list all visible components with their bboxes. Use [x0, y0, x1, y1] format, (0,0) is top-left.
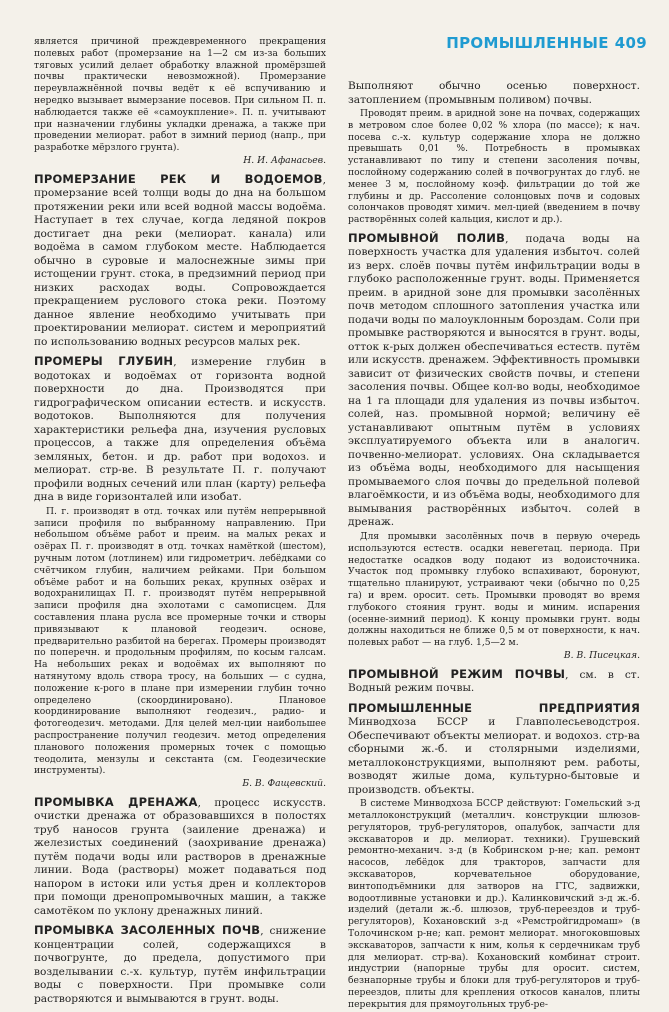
entry-text: , промерзание всей толщи воды до дна на большом протяжении реки или всей водной массы водоёма. Наступает в тех случае, когда ледяной покров достигает дна реки (мелиорат. канала) или водоёма в самом глубоком месте. Наблюдается обычно в суровые и малоснежные зимы при истощении грунт. стока, в предзимний период при низких расходах воды. Сопровождается прекращением руслового стока реки. Поэтому данное явление необходимо учитывать при проектировании мелиорат. систем и мероприятий по использованию водных ресурсов малых рек.	[34, 173, 326, 348]
author-signature: Б. В. Фащевский.	[242, 778, 326, 790]
entry-text: , см. в ст. Водный режим почвы.	[348, 668, 640, 695]
entry-heading: ПРОМЫВКА ДРЕНАЖА	[34, 794, 198, 809]
running-head-title: ПРОМЫШЛЕННЫЕ	[446, 34, 609, 52]
entry-heading: ПРОМЫВНОЙ ПОЛИВ	[348, 230, 506, 245]
left-column	[34, 36, 326, 1007]
entry-heading: ПРОМЕРЫ ГЛУБИН	[34, 354, 174, 369]
entry-smalltext: В системе Минводхоза БССР действуют: Гомельский з-д металлоконструкций (металлич. конструкции шлюзов-регуляторов, труб-регуляторов, опалубок, запчасти для экскаваторов и др. мелиорат. техники). Грушевский ремонтно-механич. з-д (в Кобринском р-не; кап. ремонт насосов, лебёдок для тракторов, запчасти для экскаваторов, корчевательное оборудование, винтоподъёмники для затворов на ГТС, задвижки, водоотливные установки и др.). Калинковичский з-д ж.-б. изделий (детали ж.-б. шлюзов, труб-переездов и труб-регуляторов), Кохановский з-д «Ремстройгидромаш» (в Толочинском р-не; кап. ремонт мелиорат. многоковшовых экскаваторов, запчасти к ним, колья к сердечникам труб для мелиорат. стр-ва). Кохановский комбинат строит. индустрии (напорные трубы для оросит. систем, безнапорные трубы и блоки для труб-регуляторов и труб-переездов, плиты для крепления откосов каналов, плиты перекрытия для прямоугольных труб-ре-	[348, 798, 640, 1010]
entry-heading: ПРОМЕРЗАНИЕ РЕК И ВОДОЕМОВ	[34, 171, 323, 186]
entry-text: , снижение концентрации солей, содержащихся в почвогрунте, до предела, допустимого при возделывании с.-х. культур, путём инфильтрации воды с поверхности. При промывке соли растворяются и вымываются в грунт. воды.	[34, 925, 326, 1005]
entry-smalltext: Проводят преим. в аридной зоне на почвах, содержащих в метровом слое более 0,02 % хлора (по массе); к нач. посева с.-х. культур содержание хлора не должно превышать 0,01 %. Потребность в промывках устанавливают по типу и степени засоления почвы, послойному содержанию солей в почвогрунтах до глуб. не менее 3 м, послойному коэф. фильтрации до той же глубины и др. Рассоление солонцовых почв и содовых солончаков проводят химич. мел-цией (введением в почву растворённых солей кальция, кислот и др.).	[348, 108, 640, 226]
entry-text: , подача воды на поверхность участка для удаления избыточ. солей из верх. слоёв почвы путём инфильтрации воды в глубоко расположенные грунт. воды. Применяется преим. в аридной зоне для промывки засолённых почв методом сплошного затопления участка или подачи воды по малоуклонным бороздам. Соли при промывке растворяются и выносятся в грунт. воды, отток к-рых должен обеспечиваться естеств. путём или искусств. дренажем. Эффективность промывки зависит от физических свойств почвы, и степени засоления почвы. Общее кол-во воды, необходимое на 1 га площади для удаления из почвы избыточ. солей, наз. промывной нормой; величину её устанавливают опытным путём в условиях эксплуатируемого объекта или в аналогич. почвенно-мелиорат. условиях. Она складывается из объёма воды, необходимого для насыщения промываемого слоя почвы до предельной полевой влагоёмкости, и из объёма воды, необходимого для вымывания растворённых избыточ. солей в дренаж.	[348, 232, 640, 529]
entry-text: , процесс искусств. очистки дренажа от образовавшихся в полостях труб наносов грунта (заиление дренажа) и железистых соединений (заохривание дренажа) путём подачи воды или растворов в дренажные линии. Вода (растворы) может подаваться под напором в истоки или устья дрен и коллекторов при помощи дренопромывочных машин, а также самотёком по уклону дренажных линий.	[34, 796, 326, 917]
entry-text: , измерение глубин в водотоках и водоёмах от горизонта водной поверхности до дна. Производятся при гидрографическом описании естеств. и искусств. водотоков. Выполняются для получения характеристики рельефа дна, изучения русловых процессов, а также для определения объёма земляных, бетон. и др. работ при водохоз. и мелиорат. стр-ве. В результате П. г. получают профили водных сечений или план (карту) рельефа дна в виде горизонталей или изобат.	[34, 356, 326, 504]
entry-smalltext: П. г. производят в отд. точках или путём непрерывной записи профиля по выбранному направлению. При небольшом объёме работ и преим. на малых реках и озёрах П. г. производят в отд. точках намёткой (шестом), ручным лотом (лотлинем) или гидрометрич. лебёдками со счётчиком глубин, наличием рейками. При большом объёме работ и на больших реках, крупных озёрах и водохранилищах П. г. производят путём непрерывной записи профиля дна эхолотами с самописцем. Для составления плана русла все промерные точки и створы привязывают к плановой геодезич. основе, предварительно разбитой на берегах. Промеры производят по поперечн. и продольным профилям, по косым галсам. На небольших реках и водоёмах их выполняют по натянутому вдоль створа тросу, на больших — с судна, положение к-рого в плане при измерении глубин точно определено (скоординировано). Плановое координирование выполняют геодезич., радио- и фотогеодезич. методами. Для целей мел-ции наибольшее распространение получил геодезич. метод определения планового положения промерных точек с помощью теодолита, мензулы и секстанта (см. Геодезические инструменты).	[34, 505, 326, 777]
entry-heading: ПРОМЫВКА ЗАСОЛЕННЫХ ПОЧВ	[34, 923, 261, 938]
entry-promyvnoy-rezhim	[348, 668, 640, 696]
entry-smalltext: Для промывки засолённых почв в первую очередь используются естеств. осадки невегетац. периода. При недостатке осадков воду подают из водоисточника. Участок под промывку глубоко вспахивают, боронуют, тщательно планируют, устраивают чеки (обычно по 0,25 га) и врем. оросит. сеть. Промывки проводят во время глубокого стояния грунт. воды и миним. испарения (осенне-зимний период). К концу промывки грунт. воды должны находиться не ближе 0,5 м от поверхности, к нач. полевых работ — на глуб. 1,5—2 м.	[348, 530, 640, 649]
entry-promyvnoy-poliv	[348, 232, 640, 662]
entry-promyshlennye-predpriyatiya	[348, 702, 640, 1011]
entry-heading: ПРОМЫШЛЕННЫЕ ПРЕДПРИЯТИЯ	[348, 700, 640, 715]
entry-promyvka-zasolennyh	[34, 924, 326, 1006]
entry-continuation: является причиной преждевременного прекращения полевых работ (промерзание на 1—2 см из-за больших тяговых усилий делает обработку влажной промёрзшей почвы практически невозможной). Промерзание переувлажнённой почвы ведёт к её вспучиванию и нередко вызывает вымерзание посевов. При сильном П. п. наблюдается также её «самоукпление». П. п. учитывают при назначении глубины укладки дренажа, а также при проведении мелиорат. работ в зимний период (напр., при разработке мёрзлого грунта).	[34, 36, 326, 154]
entry-promerzanie-rek	[34, 173, 326, 350]
author-signature: Н. И. Афанасьев.	[243, 154, 326, 166]
entry-promery-glubin	[34, 355, 326, 790]
entry-heading: ПРОМЫВНОЙ РЕЖИМ ПОЧВЫ	[348, 666, 566, 681]
running-head	[440, 34, 647, 52]
author-signature: В. В. Писецкая.	[563, 649, 640, 661]
entry-continuation: Выполняют обычно осенью поверхност. затоплением (промывным поливом) почвы.	[348, 80, 640, 106]
entry-text: Минводхоза БССР и Главполесьеводстроя. Обеспечивают объекты мелиорат. и водохоз. стр-ва сборными ж.-б. и столярными изделиями, металлоконструкциями, выполняют рем. работы, возводят жилые дома, культурно-бытовые и производств. объекты.	[348, 716, 640, 796]
right-column	[348, 80, 640, 1012]
page-number: 409	[614, 34, 647, 52]
entry-promyvka-drenazha	[34, 796, 326, 919]
